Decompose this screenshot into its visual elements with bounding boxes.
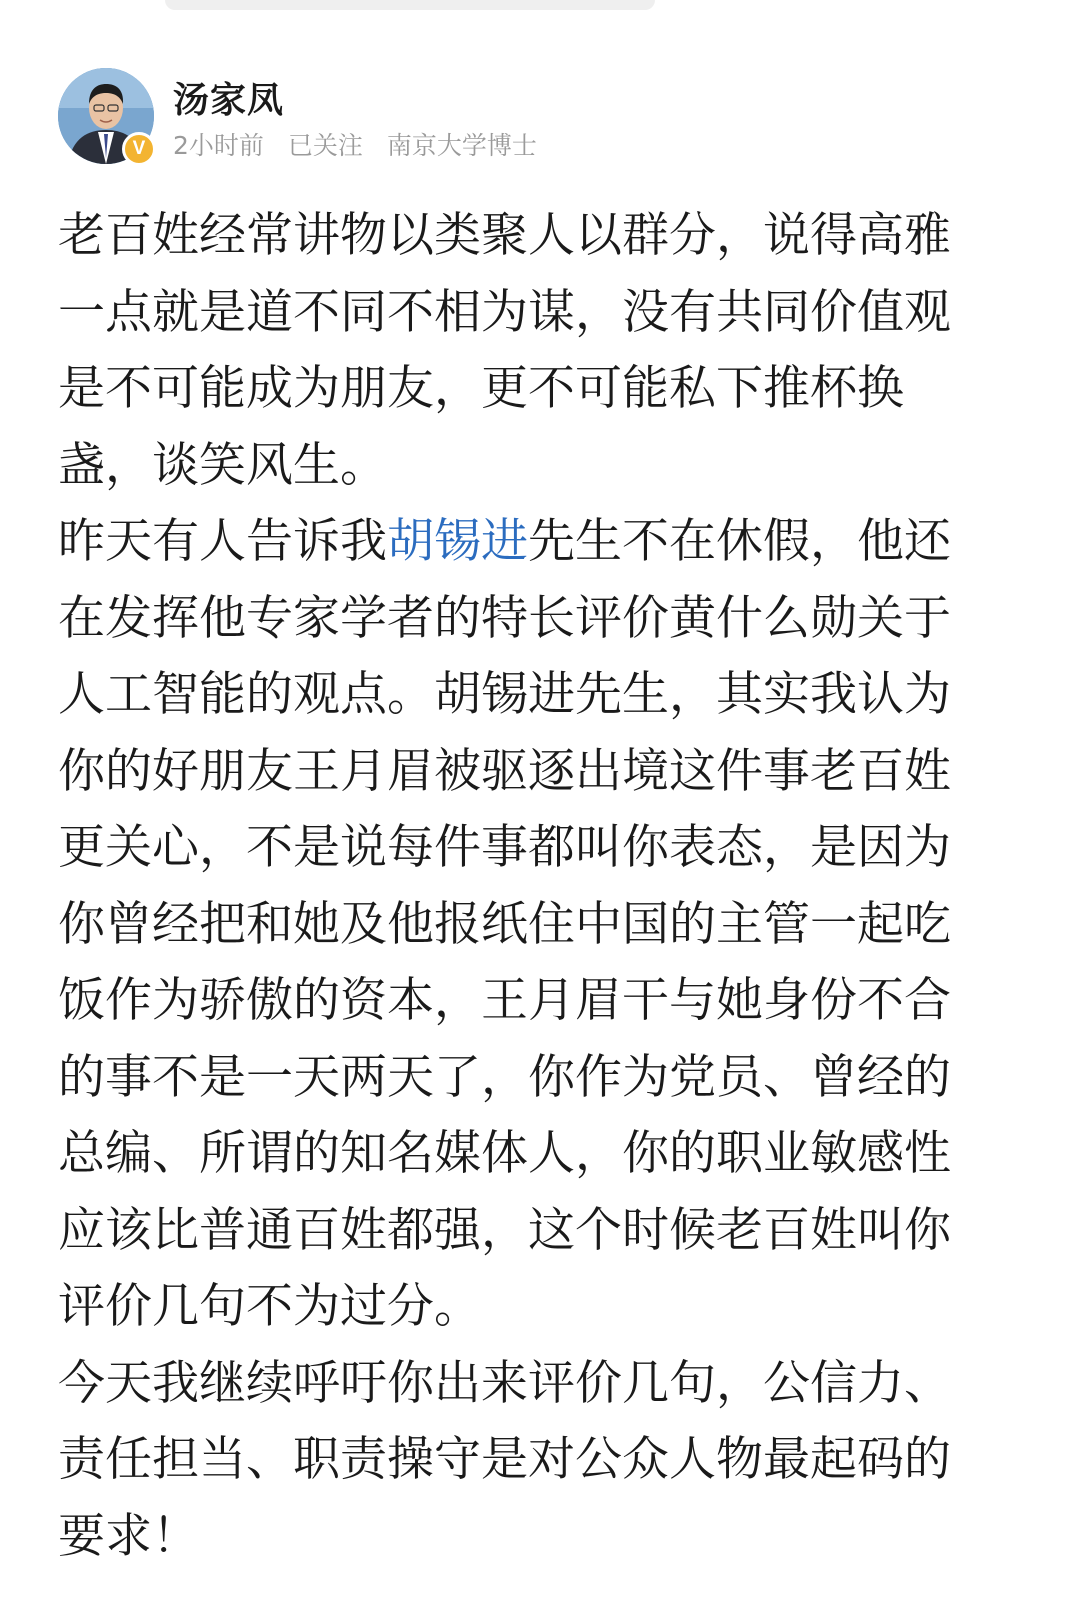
author-description: 南京大学博士 (386, 131, 537, 160)
post-paragraph-3: 今天我继续呼吁你出来评价几句，公信力、责任担当、职责操守是对公众人物最起码的要求！ (58, 1355, 951, 1564)
post-meta (173, 126, 553, 162)
verified-badge-icon: V (122, 132, 156, 166)
post-header (58, 68, 1040, 168)
author-name[interactable]: 汤家凤 (173, 80, 285, 121)
mention-link[interactable]: 胡锡进 (387, 514, 528, 569)
top-bar-remnant (165, 0, 655, 10)
post-time: 2小时前 (173, 131, 264, 160)
post-body (58, 198, 988, 1575)
post-paragraph-1: 老百姓经常讲物以类聚人以群分，说得高雅一点就是道不同不相为谋，没有共同价值观是不可能成为朋友，更不可能私下推杯换盏，谈笑风生。 (58, 208, 951, 493)
paragraph-2-text-before: 昨天有人告诉我 (58, 514, 387, 569)
post-paragraph-2 (58, 504, 988, 1346)
follow-status[interactable]: 已关注 (287, 131, 363, 160)
paragraph-2-text-after: 先生不在休假，他还在发挥他专家学者的特长评价黄什么勋关于人工智能的观点。胡锡进先生，其实我认为你的好朋友王月眉被驱逐出境这件事老百姓更关心，不是说每件事都叫你表态，是因为你曾经把和她及他报纸住中国的主管一起吃饭作为骄傲的资本，王月眉干与她身份不合的事不是一天两天了，你作为党员、曾经的总编、所谓的知名媒体人，你的职业敏感性应该比普通百姓都强，这个时候老百姓叫你评价几句不为过分。 (58, 514, 951, 1334)
